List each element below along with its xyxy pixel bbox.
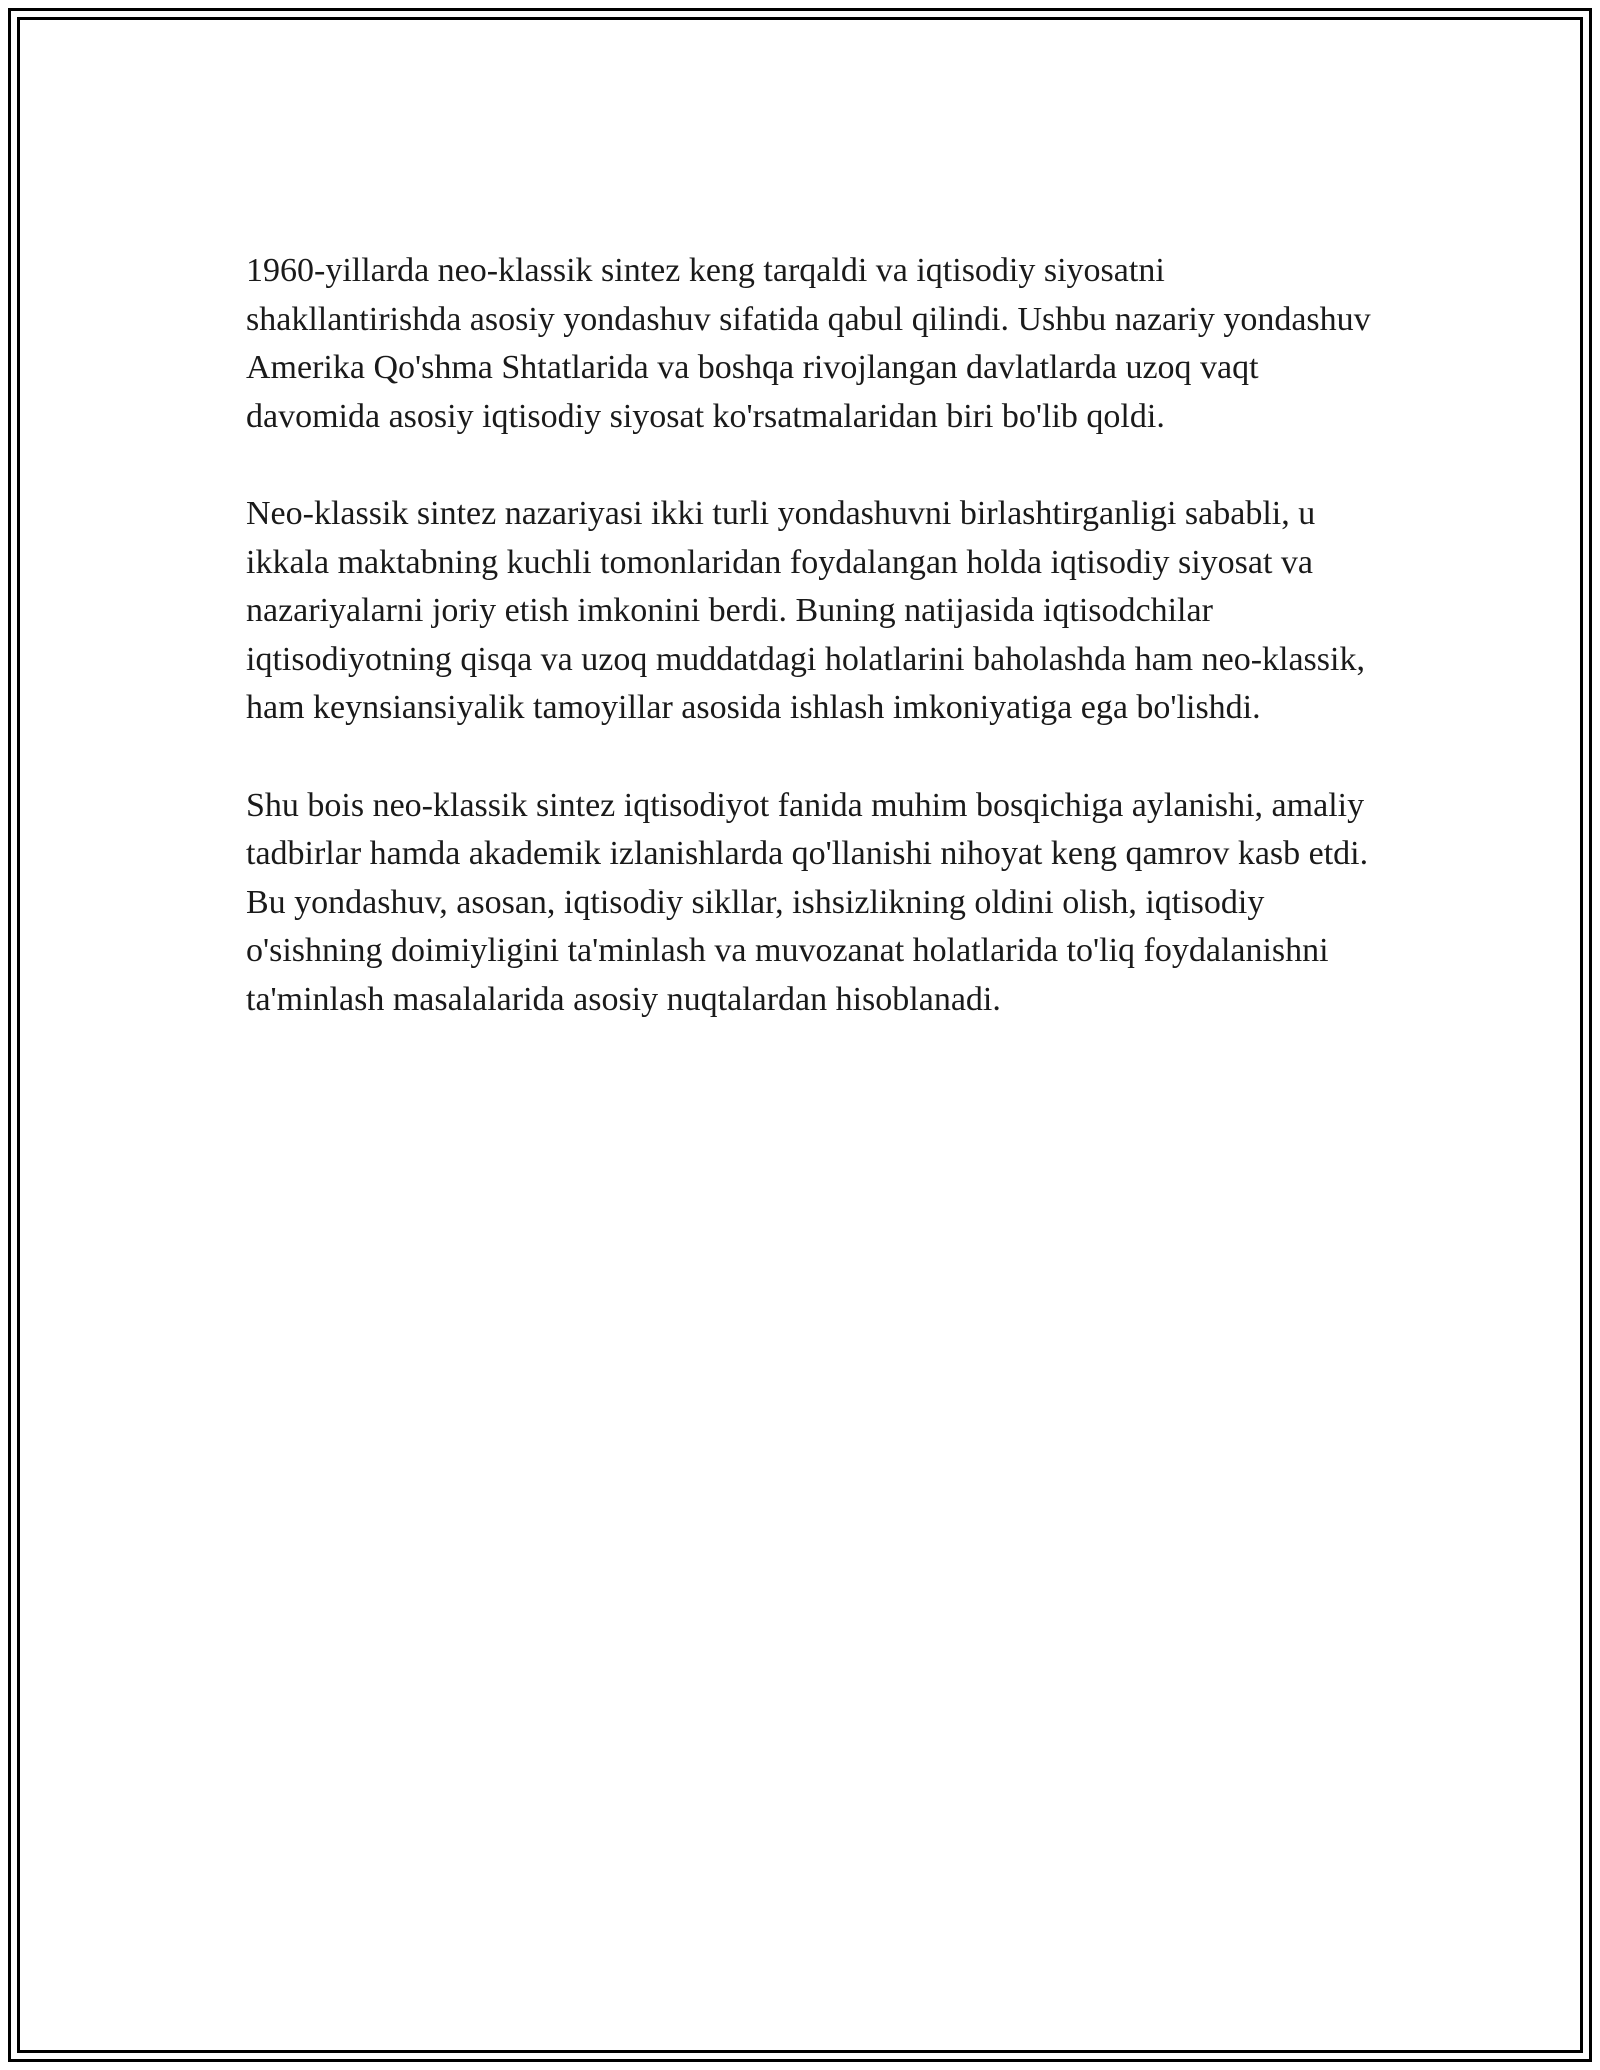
page-frame: [8, 8, 1592, 2062]
paragraph-3: Shu bois neo-klassik sintez iqtisodiyot fanida muhim bosqichiga aylanishi, amaliy tadbirlar hamda akademik izlanishlarda qo'llanishi nihoyat keng qamrov kasb etdi. Bu yondashuv, asosan, iqtisodiy sikllar, ishsizlikning oldini olish, iqtisodiy o'sishning doimiyligini ta'minlash va muvozanat holatlarida to'liq foydalanishni ta'minlash masalalarida asosiy nuqtalardan hisoblanadi.: [246, 786, 1369, 1018]
paragraph-1: 1960-yillarda neo-klassik sintez keng tarqaldi va iqtisodiy siyosatni shakllantirishda asosiy yondashuv sifatida qabul qilindi. Ushbu nazariy yondashuv Amerika Qo'shma Shtatlarida va boshqa rivojlangan davlatlarda uzoq vaqt davomida asosiy iqtisodiy siyosat ko'rsatmalaridan biri bo'lib qoldi.: [246, 252, 1371, 435]
document-body: [246, 247, 1386, 1073]
paragraph-2: Neo-klassik sintez nazariyasi ikki turli yondashuvni birlashtirganligi sababli, u ikkala maktabning kuchli tomonlaridan foydalangan holda iqtisodiy siyosat va nazariyalarni joriy etish imkonini berdi. Buning natijasida iqtisodchilar iqtisodiyotning qisqa va uzoq muddatdagi holatlarini baholashda ham neo-klassik, ham keynsiansiyalik tamoyillar asosida ishlash imkoniyatiga ega bo'lishdi.: [246, 495, 1365, 726]
